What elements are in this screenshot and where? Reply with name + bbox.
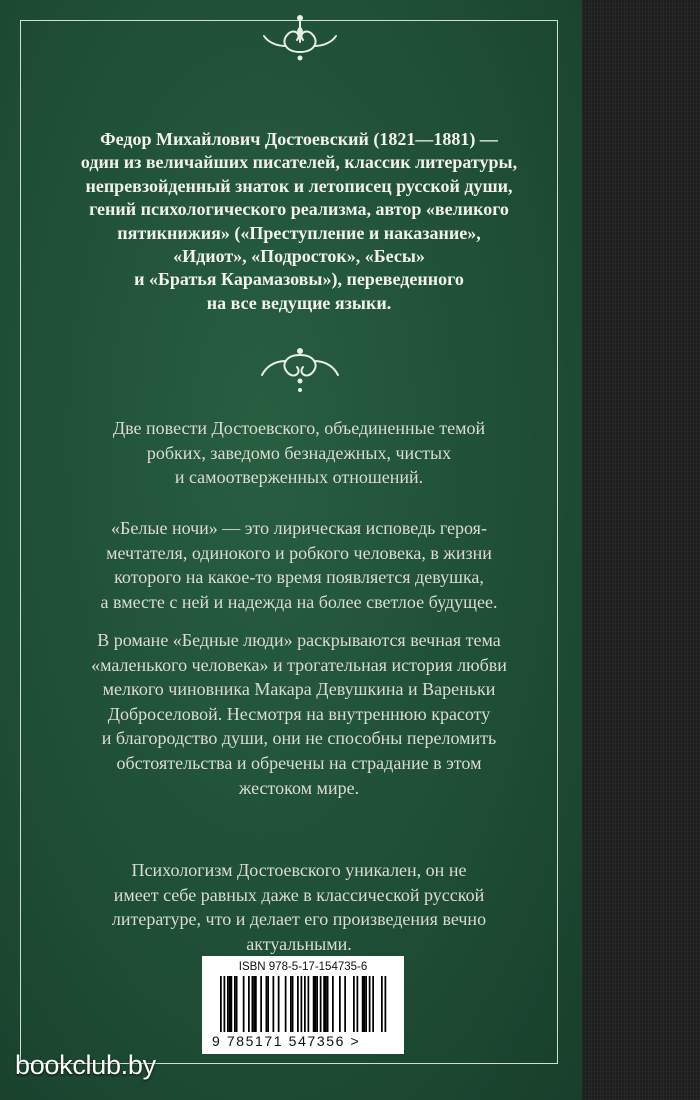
barcode-bar xyxy=(323,976,325,1032)
barcode-bar xyxy=(301,976,303,1032)
barcode-bar xyxy=(231,976,233,1032)
description-line: робких, заведомо безнадежных, чистых xyxy=(146,442,452,463)
author-bio-line: пятикнижия» («Преступление и наказание», xyxy=(117,222,481,243)
barcode-bar xyxy=(362,976,364,1032)
description-line: обстоятельства и обречены на страдание в этом xyxy=(116,752,482,773)
isbn-label: ISBN 978-5-17-154735-6 xyxy=(238,961,368,973)
barcode-bar xyxy=(220,976,222,1032)
barcode-bar xyxy=(248,976,250,1032)
barcode-bar xyxy=(313,976,315,1032)
description-line: а вместе с ней и надежда на более светлое будущее. xyxy=(100,591,498,612)
barcode-bar xyxy=(285,976,287,1032)
barcode-bar xyxy=(290,976,292,1032)
barcode-bar xyxy=(304,976,306,1032)
isbn-barcode xyxy=(202,956,404,1054)
barcode-bar xyxy=(353,976,355,1032)
description-line: Доброселовой. Несмотря на внутреннюю красоту xyxy=(107,703,491,724)
barcode-bar xyxy=(332,976,334,1032)
barcode-bar xyxy=(372,976,374,1032)
author-bio-line: на все ведущие языки. xyxy=(206,292,392,313)
watermark-site: bookclub.by xyxy=(15,1050,156,1080)
description-line: Две повести Достоевского, объединенные темой xyxy=(112,418,486,438)
barcode-bar xyxy=(234,976,236,1032)
author-bio-line: непревзойденный знаток и летописец русской души, xyxy=(85,175,513,196)
barcode-bar xyxy=(253,976,255,1032)
barcode-bar xyxy=(227,976,229,1032)
description-line: и благородство души, они не способны переломить xyxy=(101,728,497,749)
description-line: литературе, что и делает его произведения вечно xyxy=(111,909,487,930)
barcode-bar xyxy=(260,976,262,1032)
author-bio-line: и «Братья Карамазовы»), переведенного xyxy=(134,269,464,290)
ornament-flourish-icon xyxy=(250,345,350,395)
barcode-bar xyxy=(357,976,359,1032)
description-line: мечтателя, одинокого и робкого человека, в жизни xyxy=(106,542,492,563)
description-line: «маленького человека» и трогательная история любви xyxy=(91,654,507,675)
description-line: жестоком мире. xyxy=(238,777,360,798)
barcode-bars xyxy=(210,976,396,1032)
description-line: Психологизм Достоевского уникален, он не xyxy=(131,860,467,880)
barcode-bar xyxy=(344,976,346,1032)
description-line: и самоотверженных отношений. xyxy=(174,467,424,488)
book-spine xyxy=(582,0,700,1100)
barcode-bar xyxy=(229,976,231,1032)
barcode-bar xyxy=(369,976,371,1032)
barcode-bar xyxy=(243,976,245,1032)
barcode-bar xyxy=(278,976,280,1032)
description-line: актуальными. xyxy=(246,933,352,954)
author-bio-line: «Идиот», «Подросток», «Бесы» xyxy=(173,246,425,267)
barcode-bar xyxy=(266,976,268,1032)
barcode-bar xyxy=(236,976,238,1032)
barcode-bar xyxy=(273,976,275,1032)
ornament-flourish-icon xyxy=(250,12,350,62)
barcode-digits: 9 785171 547356 > xyxy=(212,1033,361,1049)
barcode-bar xyxy=(364,976,366,1032)
description-paragraph xyxy=(44,628,554,800)
description-line: В романе «Бедные люди» раскрываются вечная тема xyxy=(97,630,501,650)
barcode-bar xyxy=(381,976,383,1032)
barcode-bar xyxy=(315,976,317,1032)
description-paragraph xyxy=(44,858,554,956)
barcode-bar xyxy=(385,976,387,1032)
barcode-bar xyxy=(224,976,226,1032)
description-paragraph xyxy=(44,516,554,614)
description-paragraph xyxy=(44,416,554,490)
barcode-bar xyxy=(327,976,329,1032)
barcode-bar xyxy=(325,976,327,1032)
barcode-bar xyxy=(252,976,254,1032)
barcode-bar xyxy=(308,976,310,1032)
author-bio-line: гений психологического реализма, автор «великого xyxy=(89,199,509,220)
barcode-bar xyxy=(365,976,367,1032)
barcode-bar xyxy=(316,976,318,1032)
description-line: «Белые ночи» — это лирическая исповедь героя- xyxy=(111,518,487,538)
barcode-bar xyxy=(267,976,269,1032)
description-line: мелкого чиновника Макара Девушкина и Вареньки xyxy=(102,679,496,700)
barcode-bar xyxy=(292,976,294,1032)
author-bio-line: один из величайших писателей, классик литературы, xyxy=(80,152,518,173)
barcode-bar xyxy=(255,976,257,1032)
barcode-bar xyxy=(297,976,299,1032)
description-line: имеет себе равных даже в классической русской xyxy=(113,884,485,905)
author-bio-line: Федор Михайлович Достоевский (1821—1881) — xyxy=(100,129,498,149)
description-line: которого на какое-то время появляется девушка, xyxy=(114,567,484,588)
barcode-bar xyxy=(339,976,341,1032)
author-biography xyxy=(44,128,554,315)
barcode-bar xyxy=(320,976,322,1032)
